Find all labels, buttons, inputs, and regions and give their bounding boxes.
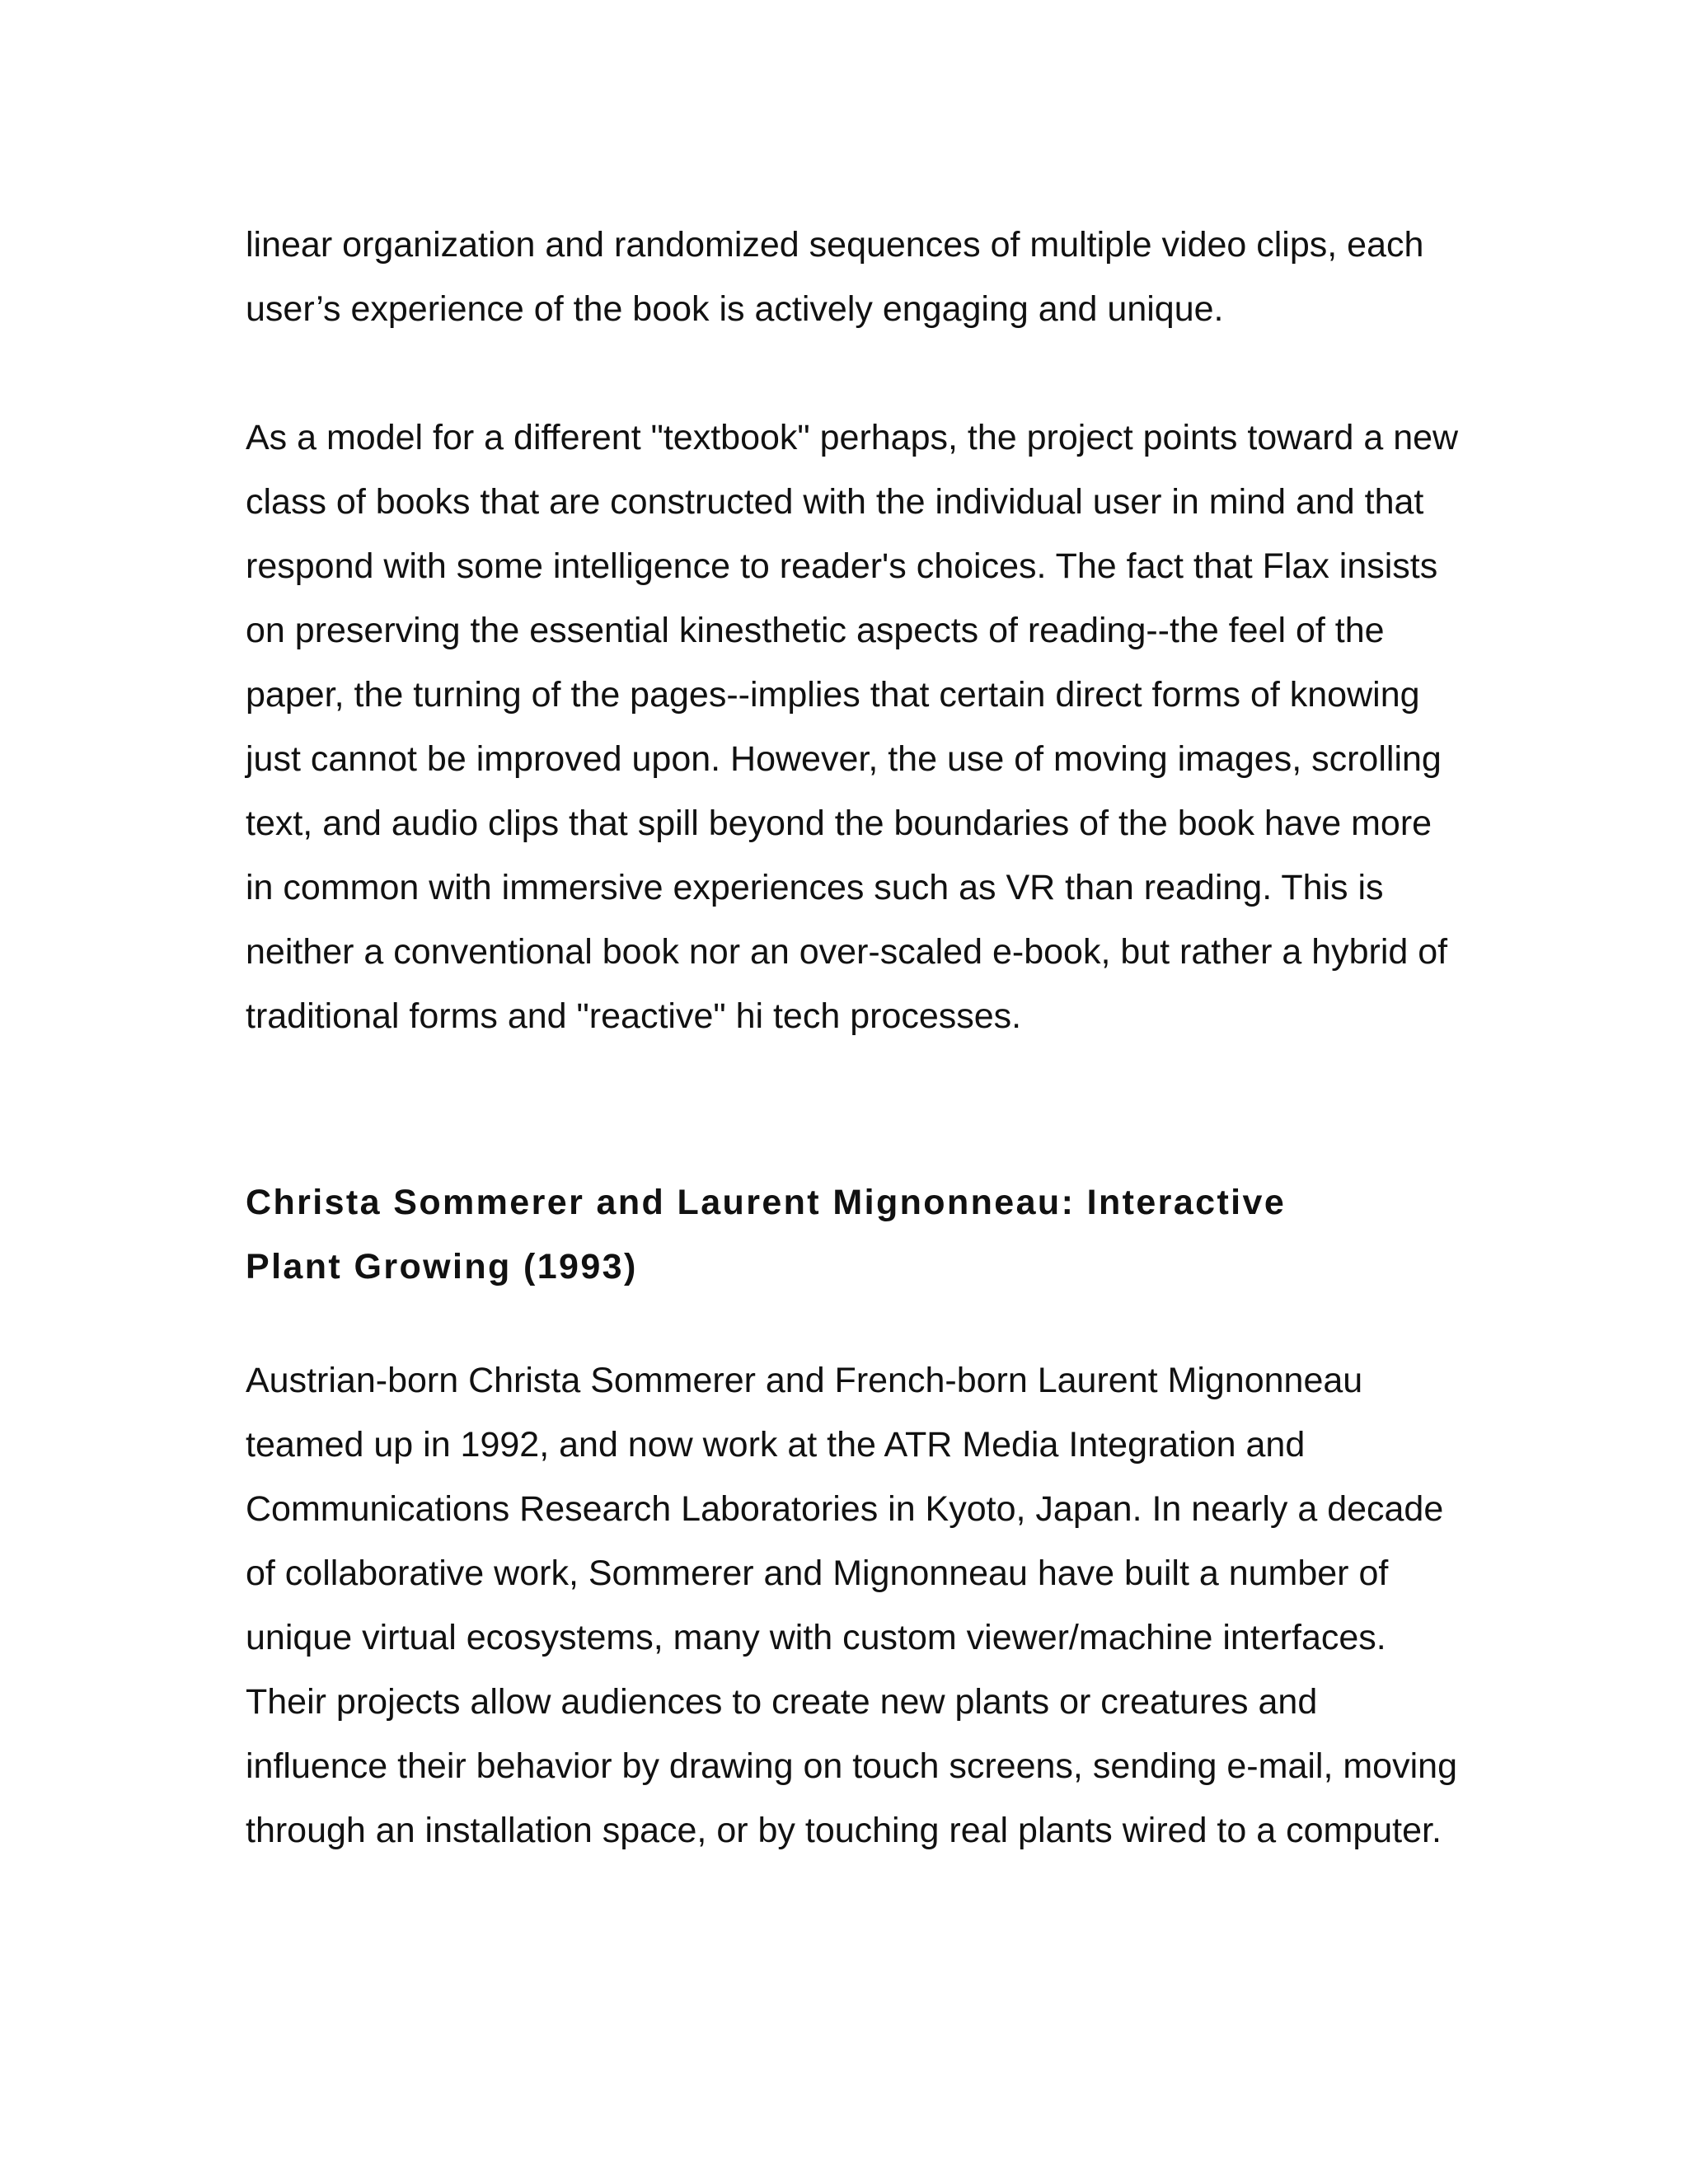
paragraph-continuation: linear organization and randomized sequences of multiple video clips, each user’s experience of the book is actively engaging and unique. [246, 225, 1424, 329]
section-heading: Christa Sommerer and Laurent Mignonneau: Interactive Plant Growing (1993) [246, 1183, 1287, 1286]
paragraph-textbook-model: As a model for a different "textbook" perhaps, the project points toward a new class of books that are constructed with the individual user in mind and that respond with some intelligence to reader's choices. The fact that Flax insists on preserving the essential kinesthetic aspects of reading--the feel of the paper, the turning of the pages--implies that certain direct forms of knowing just cannot be improved upon. However, the use of moving images, scrolling text, and audio clips that spill beyond the boundaries of the book have more in common with immersive experiences such as VR than reading. This is neither a conventional book nor an over-scaled e-book, but rather a hybrid of traditional forms and "reactive" hi tech processes. [246, 418, 1459, 1036]
paragraph-sommerer-mignonneau: Austrian-born Christa Sommerer and French-born Laurent Mignonneau teamed up in 1992, and now work at the ATR Media Integration and Communications Research Laboratories in Kyoto, Japan. In nearly a decade of collaborative work, Sommerer and Mignonneau have built a number of unique virtual ecosystems, many with custom viewer/machine interfaces. Their projects allow audiences to create new plants or creatures and influence their behavior by drawing on touch screens, sending e-mail, moving through an installation space, or by touching real plants wired to a computer. [246, 1361, 1457, 1850]
document-page [246, 213, 1465, 1863]
